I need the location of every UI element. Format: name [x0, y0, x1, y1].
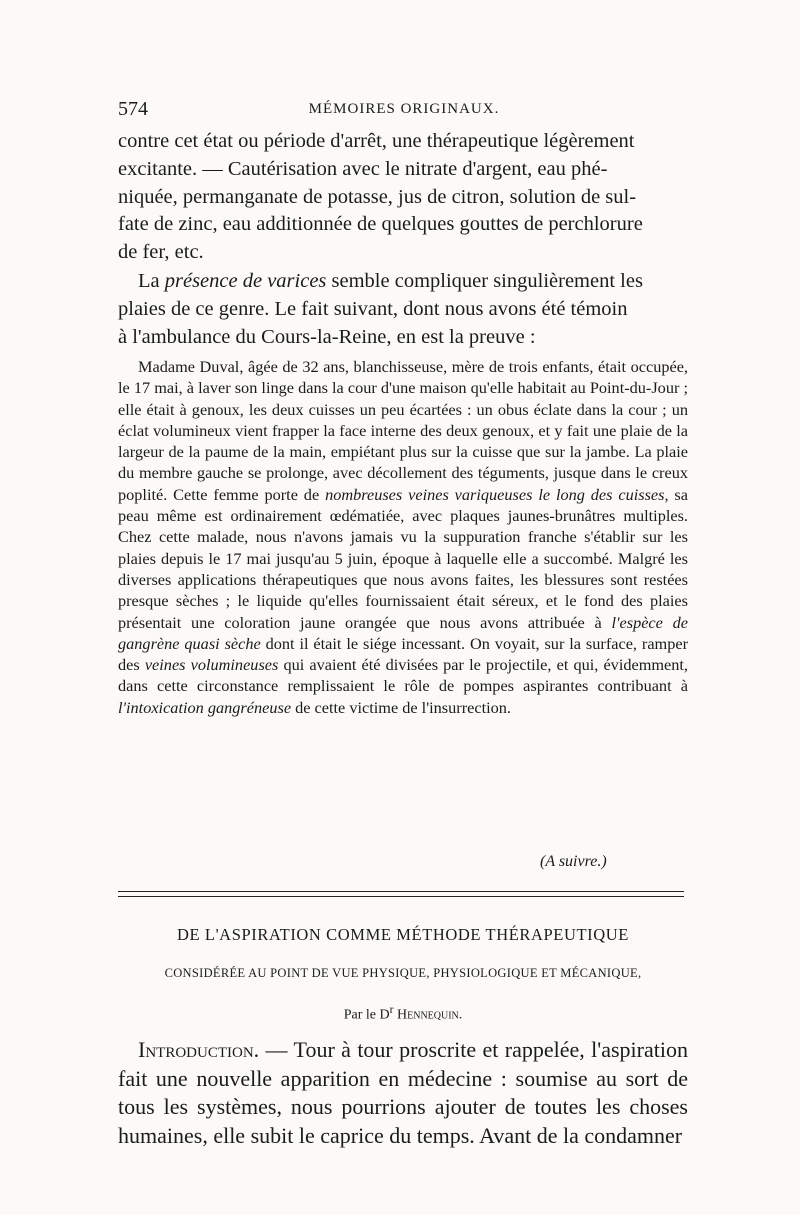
text-line: de fer, etc. — [118, 241, 204, 264]
emphasis: l'intoxication gangréneuse — [118, 697, 292, 717]
emphasis: l'espèce de gangrène quasi sèche — [118, 612, 689, 653]
page-number: 574 — [118, 98, 148, 120]
page-header — [118, 98, 690, 122]
emphasis: nombreuses veines variqueuses le long des cuisses, — [325, 484, 669, 504]
text-line: à l'ambulance du Cours-la-Reine, en est la preuve : — [118, 325, 536, 348]
article-title: DE L'ASPIRATION COMME MÉTHODE THÉRAPEUTIQUE — [177, 925, 629, 944]
article-subtitle: CONSIDÉRÉE AU POINT DE VUE PHYSIQUE, PHYSIOLOGIQUE ET MÉCANIQUE, — [164, 966, 642, 980]
text-span: qui avaient été divisées par le projectile, et qui, évidemment, dans cette circonstance remplissaient le rôle de pompes aspirantes contribuant à — [118, 655, 689, 696]
text-line: plaies de ce genre. Le fait suivant, dont nous avons été témoin — [118, 297, 628, 320]
introduction-paragraph — [118, 1036, 688, 1150]
text-span: sa peau même est ordinairement œdématiée, avec plaques jaunes-brunâtres multiples. Chez cette malade, nous n'avons jamais vu la suppuration franche s'établir sur les plaies depuis le 17 mai jusqu'au 5 juin, époque à laquelle elle a succombé. Malgré les diverses applications thérapeutiques que nous avons faites, les blessures sont restées presque sèches ; le liquide qu'elles fournissaient était séreux, et le fond des plaies présentait une coloration jaune orangée que nous avons attribuée à — [118, 484, 688, 632]
text-span: — Tour à tour proscrite et rappelée, l'aspiration fait une nouvelle apparition en médecine : soumise au sort de tous les systèmes, nous pourrions ajouter de toutes les choses humaines, elle subit le caprice du temps. Avant de la condamner — [118, 1037, 688, 1148]
author-name: Hennequin. — [397, 1007, 463, 1023]
emphasis: veines volumineuses — [144, 655, 279, 675]
text-line: fate de zinc, eau additionnée de quelques gouttes de perchlorure — [118, 213, 643, 236]
text-line: niquée, permanganate de potasse, jus de citron, solution de sul- — [118, 185, 637, 208]
intro-text — [118, 1036, 688, 1150]
text-span: Madame Duval, âgée de 32 ans, blanchisseuse, mère de trois enfants, était occupée, le 17 mai, à laver son linge dans la cour d'une maison qu'elle habitait au Point-du-Jour ; elle était à genoux, les deux cuisses un peu écartées : un obus éclate dans la cour ; un éclat volumineux vient frapper la face interne des deux genoux, et y fait une plaie de la largeur de la paume de la main, empiétant plus sur la cuisse que sur la jambe. La plaie du membre gauche se prolonge, avec décollement des téguments, jusque dans le creux poplité. Cette femme porte de — [118, 357, 688, 504]
text-span: dont il était le siége incessant. On voyait, sur la surface, ramper des — [118, 633, 688, 675]
running-title: MÉMOIRES ORIGINAUX. — [308, 101, 500, 117]
text-line — [118, 268, 688, 296]
text-line: excitante. — Cautérisation avec le nitrate d'argent, eau phé- — [118, 157, 608, 180]
text-span: de cette victime de l'insurrection. — [291, 697, 511, 717]
text-span: La — [138, 270, 165, 292]
text-span: semble compliquer singulièrement les — [326, 270, 643, 292]
case-paragraph — [118, 356, 688, 718]
intro-heading: Introduction. — [138, 1037, 260, 1062]
article-byline — [118, 1003, 688, 1024]
paragraph-2 — [118, 268, 688, 351]
text-line: contre cet état ou période d'arrêt, une thérapeutique légèrement — [118, 130, 635, 152]
to-be-continued: (A suivre.) — [540, 853, 607, 870]
divider-rule — [118, 896, 684, 897]
byline-prefix: Par le D — [343, 1007, 390, 1023]
emphasis: présence de varices — [164, 270, 327, 292]
case-report — [118, 356, 688, 718]
divider-rule — [118, 891, 684, 892]
byline-sup: r — [389, 1003, 394, 1016]
paragraph-1 — [118, 128, 688, 267]
